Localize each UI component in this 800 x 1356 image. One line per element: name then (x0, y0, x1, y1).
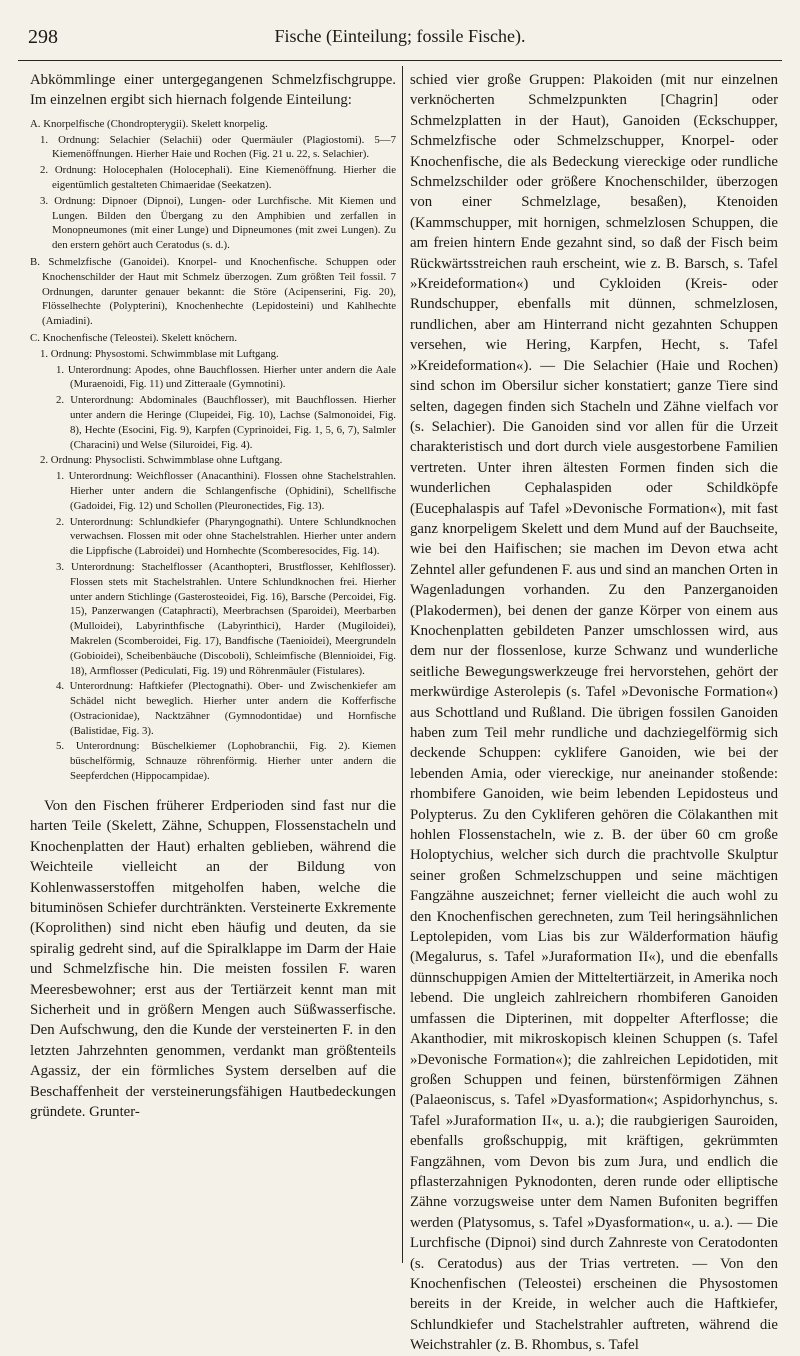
column-divider (402, 66, 403, 1263)
page-number: 298 (28, 26, 58, 48)
left-column (30, 70, 396, 1265)
classification-entry: 1. Unterordnung: Apodes, ohne Bauchflossen. Hierher unter andern die Aale (Muraenoidi, Fig. 11) und Zitteraale (Gymnotini). (56, 363, 396, 391)
fossil-fish-paragraph: Von den Fischen früherer Erdperioden sind fast nur die harten Teile (Skelett, Zähne, Schuppen, Flossenstacheln und Knochenplatten der Haut) erhalten geblieben, während die Weichteile vielleicht an der Bildung von Kohlenwasserstoffen mitgeholfen haben, welche die bituminösen Schiefer durchtränkten. Versteinerte Exkremente (Koprolithen) sind nicht eben häufig und deuten, da sie spiralig gedreht sind, auf die Spiralklappe im Darm der Haie und Schmelzfische hin. Die meisten fossilen F. waren Meeresbewohner; erst aus der Tertiärzeit kennt man mit Sicherheit und in größern Mengen auch Süßwasserfische. Den Aufschwung, den die Kunde der versteinerten F. in den letzten Jahrzehnten genommen, verdankt man größtenteils Agassiz, der ein förmliches System derselben auf die Beschaffenheit der versteinerungsfähigen Hautbedeckungen gründete. Grunter- (30, 797, 396, 1120)
classification-entry: A. Knorpelfische (Chondropterygii). Skelett knorpelig. (30, 117, 268, 130)
classification-entry: 3. Unterordnung: Stachelflosser (Acanthopteri, Brustflosser, Kehlflosser). Flossen stets mit Stachelstrahlen. Untere Schlundknochen frei. Hierher unter andern Stichlinge (Gasterosteoidei, Fig. 16), Barsche (Percoidei, Fig. 15), Panzerwangen (Cataphracti), Meerbrachsen (Sparoidei), Meerbarben (Mulloidei), Labyrinthfische (Labyrinthici), Harder (Mugiloidei), Makrelen (Scomberoidei, Fig. 17), Bandfische (Taenioidei), Meergrundeln (Gobioidei), Scheibenbäuche (Discoboli), Schleimfische (Blennioidei, Fig. 18), Armflosser (Pediculati, Fig. 19) und Röhrenmäuler (Fistulares). (56, 560, 396, 677)
classification-entry: 3. Ordnung: Dipnoer (Dipnoi), Lungen- oder Lurchfische. Mit Kiemen und Lungen. Bilden den Übergang zu den Amphibien und zerfallen in Monopneumones (mit einer Lunge) und Dipneumones (mit zwei Lungen). Zu den erstern gehört auch Ceratodus (s. d.). (40, 194, 396, 252)
classification-entry: 1. Ordnung: Physostomi. Schwimmblase mit Luftgang. (40, 347, 279, 360)
classification-entry: 2. Ordnung: Physoclisti. Schwimmblase ohne Luftgang. (40, 454, 283, 467)
intro-text: Abkömmlinge einer untergegangenen Schmelzfischgruppe. Im einzelnen ergibt sich hiernach folgende Einteilung: (30, 72, 396, 109)
classification-entry: 2. Ordnung: Holocephalen (Holocephali). Eine Kiemenöffnung. Hierher die eigentümlich gestalteten Chimaeridae (Seekatzen). (40, 164, 396, 191)
header-rule (18, 60, 782, 61)
classification-entry: 2. Unterordnung: Abdominales (Bauchflosser), mit Bauchflossen. Hierher unter andern die Heringe (Clupeidei, Fig. 10), Lachse (Salmonoidei, Fig. 8), Hechte (Esocini, Fig. 9), Karpfen (Cyprinoidei, Fig. 1, 5, 6, 7), Salmler (Characini) und Welse (Siluroidei, Fig. 4). (56, 394, 396, 451)
classification-entry: C. Knochenfische (Teleostei). Skelett knöchern. (30, 331, 238, 344)
classification-entry: 2. Unterordnung: Schlundkiefer (Pharyngognathi). Untere Schlundknochen verwachsen. Flossen mit oder ohne Stachelstrahlen. Hierher unter andern die Lippfische (Labroidei) und Hornhechte (Scomberesocides, Fig. 14). (56, 515, 396, 558)
classification-entry: 1. Ordnung: Selachier (Selachii) oder Quermäuler (Plagiostomi). 5—7 Kiemenöffnungen. Hierher Haie und Rochen (Fig. 21 u. 22, s. Selachier). (40, 133, 396, 161)
classification-entry: B. Schmelzfische (Ganoidei). Knorpel- und Knochenfische. Schuppen oder Knochenschilder der Haut mit Schmelz überzogen. Zum größten Teil fossil. 7 Ordnungen, darunter genauer bekannt: die Störe (Acipenserini, Fig. 20), Flösselhechte (Polypterini), Knochenhechte (Lepidosteini) und Kahlhechte (Amiadini). (30, 255, 396, 328)
running-head: Fische (Einteilung; fossile Fische). (274, 26, 526, 46)
classification-entry: 4. Unterordnung: Haftkiefer (Plectognathi). Ober- und Zwischenkiefer am Schädel nicht beweglich. Hierher unter andern die Kofferfische (Ostracionidae), Nacktzähner (Gymnodontidae) und Hornfische (Balistidae, Fig. 3). (56, 680, 396, 737)
page-header (18, 26, 782, 56)
classification-entry: 1. Unterordnung: Weichflosser (Anacanthini). Flossen ohne Stachelstrahlen. Hierher unter andern die Schlangenfische (Ophidini), Schellfische (Gadoidei, Fig. 12) und Schollen (Pleuronectides, Fig. 13). (56, 470, 396, 512)
right-column (410, 70, 778, 1354)
right-column-text: schied vier große Gruppen: Plakoiden (mit nur einzelnen verknöcherten Schmelzpunkten [Chagrin] oder Schmelzplatten in der Haut), Ganoiden (Eckschupper, Schmelzfische oder Schmelzschupper, Knorpel- oder Knochenfische, die als Bedeckung viereckige oder rundliche Schmelzschilder oder größere Knochenschilder, überzogen von einer Schmelzlage, besaßen), Ktenoiden (Kammschupper, mit hornigen, schmelzlosen Schuppen, die am freien hintern Ende gezahnt sind, so daß der Fisch beim Rückwärtsstreichen rauh erscheint, wie z. B. Barsch, s. Tafel »Kreideformation«) und Cykloiden (Kreis- oder Rundschupper, ebenfalls mit dünnen, schmelzlosen, rundlichen, aber am Hinterrand nicht gezahnten Schuppen versehen, wie Hering, Karpfen, Hecht, s. Tafel »Kreideformation«). — Die Selachier (Haie und Rochen) sind schon im Obersilur sicher konstatiert; ganze Tiere sind selten, dagegen finden sich Stacheln und Zähne vielfach vor (s. Selachier). Die Ganoiden sind vor allen für die Urzeit charakteristisch und dort durch viele ausgestorbene Familien vertreten. Unter ihren ältesten Formen finden sich die wunderlichen Cephalaspiden oder Schildköpfe (Eucephalaspis auf Tafel »Devonische Formation«), mit fast ganz knorpeligem Skelett und dem Mund auf der Bauchseite, wie bei den Haifischen; sie machen im Devon etwa acht Zehntel aller gefundenen F. aus und sind an manchen Orten in Wagenladungen vorhanden. Zu den Panzerganoiden (Plakodermen), bei denen der ganze Körper von einem aus Knochenplatten gebildeten Panzer umschlossen wird, aus dem nur der flossenlose, kurze Schwanz und wunderliche seitliche Bewegungswerkzeuge frei hervorstehen, gehört der merkwürdige Asterolepis (s. Tafel »Devonische Formation«) aus Schottland und Rußland. Die übrigen fossilen Ganoiden haben zum Teil mehr rundliche und dachziegelförmig sich deckende Schuppen: cyklifere Ganoiden, wie bei der lebenden Amia, oder viereckige, nur aneinander stoßende: rhombifere Ganoiden, wie beim lebenden Lepidosteus und Polypterus. Zu den Cykliferen gehören die Cölakanthen mit hohlen Flossenstacheln, wie z. B. der über 60 cm große Holoptychius, welcher sich durch die prachtvolle Skulptur seiner großen Schmelzschuppen und seine mächtigen Fangzähne auszeichnet; ferner vielleicht die auch wohl zu den Knochenfischen gerechneten, zum Teil heringsähnlichen Leptolepiden, vom Lias bis zur Wälderformation häufig (Megalurus, s. Tafel »Juraformation II«), und die ebenfalls dünnschuppigen Amien der Mitteltertiärzeit, in Amerika noch lebend. Die ungleich zahlreichern rhombiferen Ganoiden umfassen die Dipterinen, mit doppelter Afterflosse; die Akanthodier, mit mikroskopisch kleinen Schuppen (s. Tafel »Devonische Formation«); die zahlreichen Lepidotiden, mit großen Schuppen und feinen, bürstenförmigen Zähnen (Palaeoniscus, s. Tafel »Dyasformation«; Aspidorhynchus, s. Tafel »Juraformation II«, u. a.); die raubgierigen Sauroiden, ebenfalls großschuppig, mit kräftigen, gekrümmten Fangzähnen, vom Devon bis zum Jura, und endlich die pflasterzahnigen Pyknodonten, deren runde oder elliptische Zähne vorzugsweise unter dem Namen Bufoniten begriffen werden (Platysomus, s. Tafel »Dyasformation«, u. a.). — Die Lurchfische (Dipnoi) sind durch Zahnreste von Ceratodonten (s. Ceratodus) aus der Trias vertreten. — Von den Knochenfischen (Teleostei) erscheinen die Physostomen bereits in der Kreide, in welcher auch die Haftkiefer, Schlundkiefer und Stachelstrahler auftreten, während die Weichstrahler (z. B. Rhombus, s. Tafel (410, 72, 778, 1354)
classification-entry: 5. Unterordnung: Büschelkiemer (Lophobranchii, Fig. 2). Kiemen büschelförmig, Schnauze röhrenförmig. Hierher unter andern die Seepferdchen (Hippocampidae). (56, 740, 396, 783)
classification-list (30, 117, 396, 784)
